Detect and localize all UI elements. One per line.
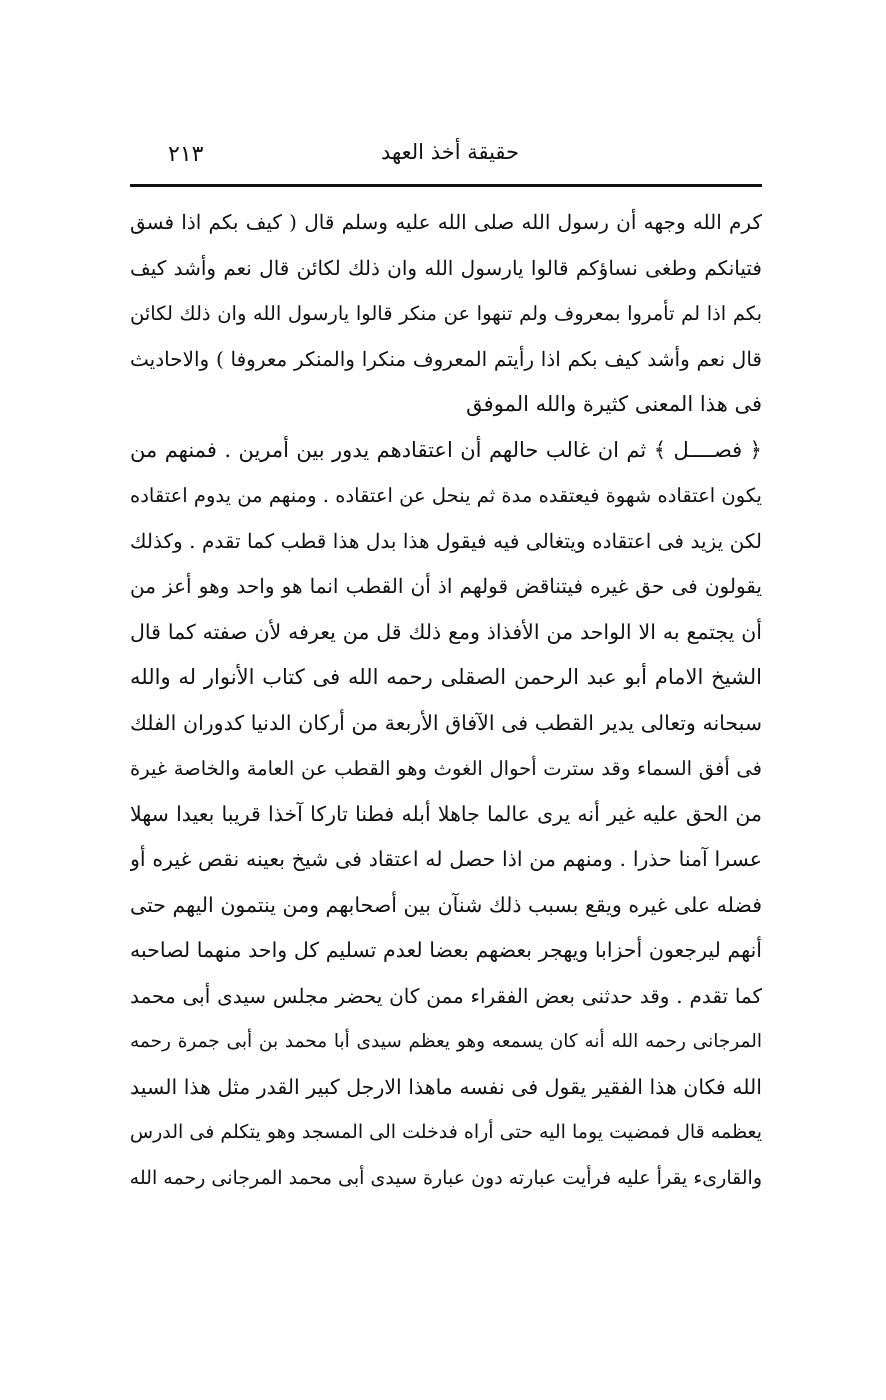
text-line: فتيانكم وطغى نساؤكم قالوا يارسول الله وان ذلك لكائن قال نعم وأشد كيف (130, 255, 762, 280)
text-line: أن يجتمع به الا الواحد من الأفذاذ ومع ذلك قل من يعرفه لأن صفته كما قال (130, 619, 762, 644)
text-line: كما تقدم . وقد حدثنى بعض الفقراء ممن كان يحضر مجلس سيدى أبى محمد (130, 983, 762, 1008)
text-line: أنهم ليرجعون أحزابا ويهجر بعضهم بعضا لعدم تسليم كل واحد منهما لصاحبه (130, 938, 762, 962)
text-line: بكم اذا لم تأمروا بمعروف ولم تنهوا عن منكر قالوا يارسول الله وان ذلك لكائن (130, 302, 762, 325)
text-line: ﴿ فصــــل ﴾ ثم ان غالب حالهم أن اعتقادهم يدور بين أمرين . فمنهم من (130, 437, 762, 462)
text-line: الله فكان هذا الفقير يقول فى نفسه ماهذا الارجل كبير القدر مثل هذا السيد (130, 1074, 762, 1099)
text-line: لكن يزيد فى اعتقاده ويتغالى فيه فيقول هذا بدل هذا قطب كما تقدم . وكذلك (130, 528, 762, 553)
page-header (130, 140, 762, 180)
text-line: من الحق عليه غير أنه يرى عالما جاهلا أبله فطنا تاركا آخذا قريبا بعيدا سهلا (130, 801, 762, 826)
body-text (130, 200, 762, 1201)
text-line: عسرا آمنا حذرا . ومنهم من اذا حصل له اعتقاد فى شيخ بعينه نقص غيره أو (130, 847, 762, 871)
text-line: سبحانه وتعالى يدير القطب فى الآفاق الأربعة من أركان الدنيا كدوران الفلك (130, 710, 762, 735)
text-line: فضله على غيره ويقع بسبب ذلك شنآن بين أصحابهم ومن ينتمون اليهم حتى (130, 892, 762, 917)
text-line: يقولون فى حق غيره فيتناقض قولهم اذ أن القطب انما هو واحد وهو أعز من (130, 574, 762, 598)
text-line: فى هذا المعنى كثيرة والله الموفق (466, 392, 762, 416)
text-line: والقارىء يقرأ عليه فرأيت عبارته دون عبارة سيدى أبى محمد المرجانى رحمه الله (130, 1166, 762, 1189)
running-title: حقيقة أخذ العهد (380, 140, 520, 164)
text-line: المرجانى رحمه الله أنه كان يسمعه وهو يعظم سيدى أبا محمد بن أبى جمرة رحمه (130, 1031, 762, 1052)
text-line: كرم الله وجهه أن رسول الله صلى الله عليه وسلم قال ( كيف بكم اذا فسق (130, 210, 762, 234)
text-line: فى أفق السماء وقد سترت أحوال الغوث وهو القطب عن العامة والخاصة غيرة (130, 757, 762, 780)
header-rule (130, 184, 762, 187)
page-number: ٢١٣ (168, 142, 204, 167)
text-line: الشيخ الامام أبو عبد الرحمن الصقلى رحمه الله فى كتاب الأنوار له والله (130, 665, 762, 689)
text-line: قال نعم وأشد كيف بكم اذا رأيتم المعروف منكرا والمنكر معروفا ) والاحاديث (130, 346, 762, 371)
text-line: يكون اعتقاده شهوة فيعتقده مدة ثم ينحل عن اعتقاده . ومنهم من يدوم اعتقاده (130, 484, 762, 507)
text-line: يعظمه قال فمضيت يوما اليه حتى أراه فدخلت الى المسجد وهو يتكلم فى الدرس (130, 1121, 762, 1143)
